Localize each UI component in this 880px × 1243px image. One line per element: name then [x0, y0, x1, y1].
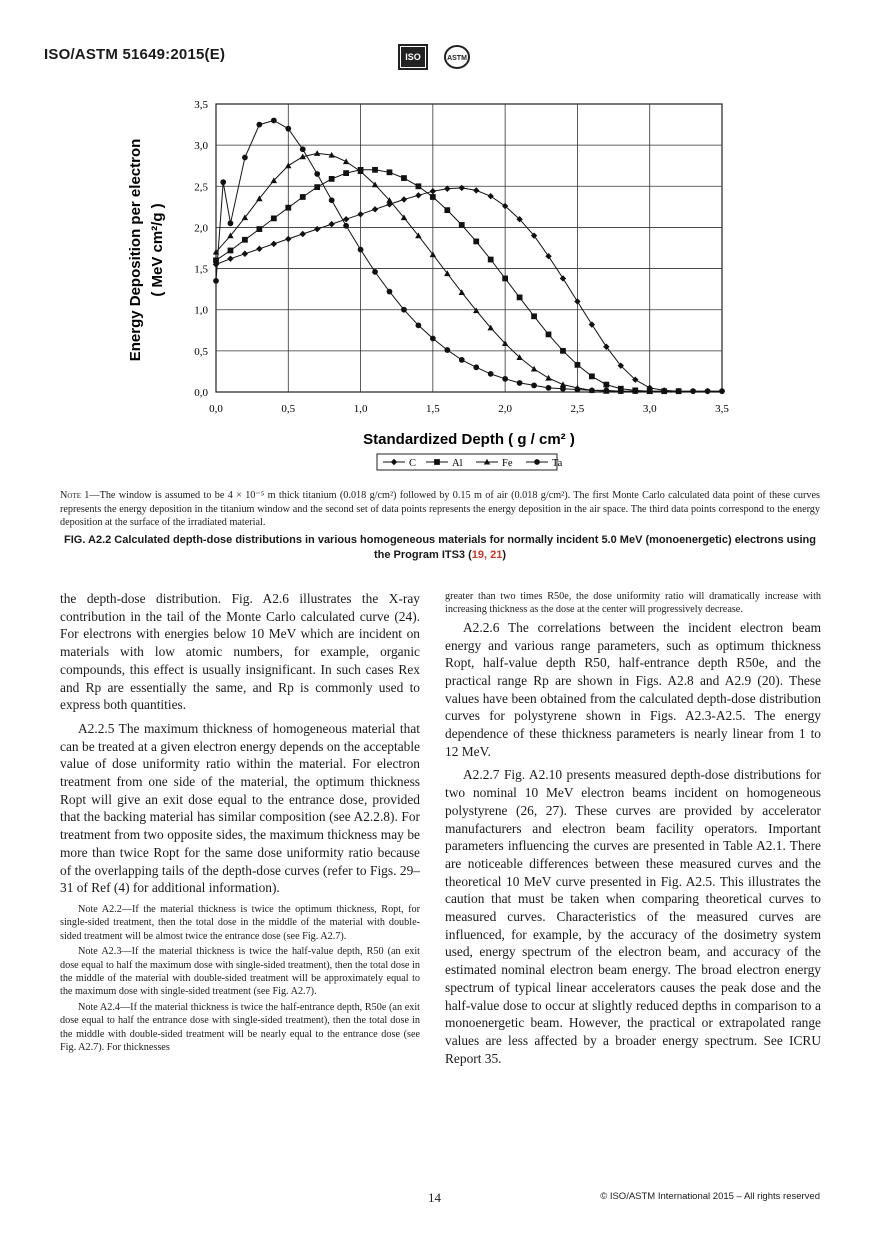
data-point: [575, 387, 581, 393]
x-tick-label: 3,5: [715, 403, 729, 415]
data-point: [314, 184, 320, 190]
data-point: [546, 385, 552, 391]
y-tick-label: 0,5: [194, 345, 208, 358]
data-point: [372, 269, 378, 275]
data-point: [401, 307, 407, 313]
data-point: [632, 388, 638, 394]
x-tick-label: 2,0: [498, 403, 513, 415]
copyright-notice: © ISO/ASTM International 2015 – All rights reserved: [600, 1191, 820, 1202]
data-point: [242, 155, 248, 161]
data-point: [661, 388, 667, 394]
data-point: [329, 176, 335, 182]
data-point: [285, 205, 291, 211]
data-point: [705, 388, 711, 394]
data-point: [387, 169, 393, 175]
paragraph-a2-2-6: A2.2.6 The correlations between the incident electron beam energy and various range parameters, such as optimum thickness Ropt, half-value depth R50, half-entrance depth R50e, and the practical range Rp are shown in Figs. A2.8 and A2.9 (20). These values have been obtained from the calculated depth-dose distribution curves for polystyrene shown in Figs. A2.3-A2.5. The energy dependence of these thickness parameters is nearly linear from 1 to 12 MeV.: [445, 619, 821, 759]
data-point: [242, 237, 248, 243]
data-point: [488, 257, 494, 263]
left-column: [60, 590, 420, 1056]
y-tick-label: 3,5: [194, 99, 208, 111]
figure-caption-ref[interactable]: 19, 21: [471, 549, 503, 561]
data-point: [343, 223, 349, 229]
data-point: [228, 248, 234, 254]
data-point: [502, 376, 508, 382]
data-point: [416, 183, 422, 189]
data-point: [690, 388, 696, 394]
data-point: [358, 247, 364, 253]
data-point: [285, 126, 291, 132]
data-point: [719, 388, 725, 394]
astm-logo-text: ASTM: [447, 55, 467, 62]
data-point: [546, 332, 552, 338]
data-point: [676, 388, 682, 394]
data-point: [560, 348, 566, 354]
data-point: [387, 289, 393, 295]
note-a2-2: Note A2.2—If the material thickness is twice the optimum thickness, Ropt, for single-sided treatment, then the total dose in the middle of the material with double-sided treatment will be almost twice the entrance dose (see Fig. A2.7).: [60, 903, 420, 942]
data-point: [603, 382, 609, 388]
y-tick-label: 3,0: [194, 140, 208, 153]
data-point: [603, 387, 609, 393]
y-tick-label: 1,5: [194, 263, 208, 276]
x-tick-label: 0,5: [281, 403, 296, 415]
data-point: [618, 388, 624, 394]
data-point: [271, 215, 277, 221]
y-tick-label: 2,0: [194, 222, 208, 235]
data-point: [560, 386, 566, 392]
data-point: [589, 387, 595, 393]
x-tick-label: 1,0: [353, 403, 368, 415]
data-point: [589, 373, 595, 379]
data-point: [271, 118, 277, 124]
data-point: [220, 179, 226, 185]
data-point: [372, 167, 378, 173]
note-a2-4: Note A2.4—If the material thickness is twice the half-entrance depth, R50e (an exit dose equal to half the entrance dose with single-sided treatment), then the total dose in the middle with double-sided treatment will be nearly equal to the entrance dose (see Fig. A2.7). For thicknesses: [60, 1001, 420, 1054]
figure-caption: [60, 533, 820, 563]
data-point: [430, 336, 436, 342]
data-point: [314, 171, 320, 177]
legend-label: Ta: [552, 458, 563, 469]
document-header-title: ISO/ASTM 51649:2015(E): [44, 46, 226, 63]
data-point: [329, 197, 335, 203]
data-point: [473, 239, 479, 245]
x-tick-label: 0,0: [209, 403, 223, 415]
data-point: [531, 383, 537, 389]
right-column: [445, 590, 821, 1073]
note-a2-4-continuation: greater than two times R50e, the dose uniformity ratio will dramatically increase with increasing thickness as the dose at the center will progressively decrease.: [445, 591, 821, 616]
x-axis-label: Standardized Depth ( g / cm² ): [363, 431, 575, 448]
data-point: [488, 371, 494, 377]
note-a2-3: Note A2.3—If the material thickness is twice the half-value depth, R50 (an exit dose equal to half the maximum dose with single-sided treatment), then the total dose in the middle of the material with double-sided treatment will be approximately equal to the maximum dose with single-sided treatment (see Fig. A2.7).: [60, 946, 420, 998]
figure-caption-close: ): [502, 549, 507, 561]
data-point: [401, 175, 407, 181]
chart-legend: [377, 454, 563, 470]
y-axis-label: Energy Deposition per electron: [127, 138, 144, 362]
data-point: [575, 362, 581, 368]
data-point: [256, 122, 262, 128]
figure-caption-text: FIG. A2.2 Calculated depth-dose distributions in various homogeneous materials for normally incident 5.0 MeV (monoenergetic) electrons using the Program ITS3 (: [63, 534, 816, 561]
data-point: [228, 220, 234, 226]
data-point: [256, 226, 262, 232]
data-point: [444, 347, 450, 353]
data-point: [473, 364, 479, 370]
page-number: 14: [428, 1190, 441, 1205]
legend-marker: [434, 459, 440, 465]
data-point: [459, 357, 465, 363]
data-point: [300, 146, 306, 152]
paragraph-continuation: the depth-dose distribution. Fig. A2.6 illustrates the X-ray contribution in the tail of the Monte Carlo calculated curve (24). For electrons with energies below 10 MeV which are incident on materials with low atomic numbers, for example, organic compounds, this effect is usually insignificant. In such cases Rex and Rp are essentially the same, and Rp is commonly used to express both quantities.: [60, 591, 420, 713]
data-point: [300, 194, 306, 200]
legend-marker: [534, 459, 540, 465]
data-point: [430, 194, 436, 200]
paragraph-a2-2-7: A2.2.7 Fig. A2.10 presents measured depth-dose distributions for two nominal 10 MeV electron beams incident on homogeneous polystyrene (26, 27). These curves are provided by accelerator manufacturers and electron beam facility operators. Important parameters influencing the curves are presented in Table A2.1. There are noticeable differences between these measured curves and the theoretical 10 MeV curve presented in Fig. A2.5. This illustrates the caution that must be taken when comparing theoretical curves to measured curves. Characteristics of the measured curves are influenced, for example, by the accuracy of the dosimetry system used, energy spectrum of the electron beam, and accuracy of the estimated nominal electron beam energy. The broad electron energy spectrum of typical linear accelerators causes the peak dose and the half-value dose to occur at slightly reduced depths in comparison to a monoenergetic beam. However, the practical or extrapolated range values are less affected by a broader energy spectrum. See ICRU Report 35.: [445, 767, 821, 1066]
legend-label: Fe: [502, 458, 513, 469]
plot-area: [216, 104, 722, 392]
x-tick-label: 1,5: [425, 403, 440, 415]
data-point: [517, 380, 523, 386]
note-text: —The window is assumed to be 4 × 10⁻⁵ m thick titanium (0.018 g/cm²) followed by 0.15 m of air (0.018 g/cm²). The first Monte Carlo calculated data point of these curves represents the energy deposition in the titanium window and the second set of data points represents the energy deposition in the air space. The third data points correspond to the energy deposition at the surface of the irradiated material.: [60, 490, 821, 528]
data-point: [459, 222, 465, 228]
legend-label: Al: [452, 458, 463, 469]
y-tick-label: 1,0: [194, 304, 208, 317]
note-lead: Note 1: [60, 490, 90, 501]
data-point: [343, 170, 349, 176]
y-tick-label: 0,0: [194, 387, 208, 399]
chart-grid: [216, 104, 722, 392]
figure-note: [60, 489, 820, 530]
data-point: [502, 276, 508, 282]
x-tick-label: 3,0: [642, 403, 657, 415]
data-point: [531, 313, 537, 319]
depth-dose-chart: [0, 0, 880, 480]
paragraph-a2-2-5: A2.2.5 The maximum thickness of homogeneous material that can be treated at a given electron energy depends on the acceptable value of dose uniformity ratio within the material. For electron treatment from one side of the material, the optimum thickness Ropt will give an exit dose equal to the entrance dose, provided that the backing material has similar composition (see A2.2.8). For treatment from two opposite sides, the maximum thickness may be more than twice Ropt for the same dose uniformity ratio because of the overlapping tails of the depth-dose curves (refer to Figs. 29–31 of Ref (4) for additional information).: [60, 720, 420, 896]
y-tick-label: 2,5: [194, 181, 208, 194]
y-axis-unit-label: ( MeV cm²/g ): [149, 203, 166, 297]
x-tick-label: 2,5: [570, 403, 585, 415]
legend-label: C: [409, 458, 417, 469]
data-point: [444, 207, 450, 213]
data-point: [213, 278, 219, 284]
data-point: [517, 294, 523, 300]
data-point: [416, 322, 422, 328]
iso-logo: ISO: [398, 44, 428, 70]
data-point: [647, 388, 653, 394]
